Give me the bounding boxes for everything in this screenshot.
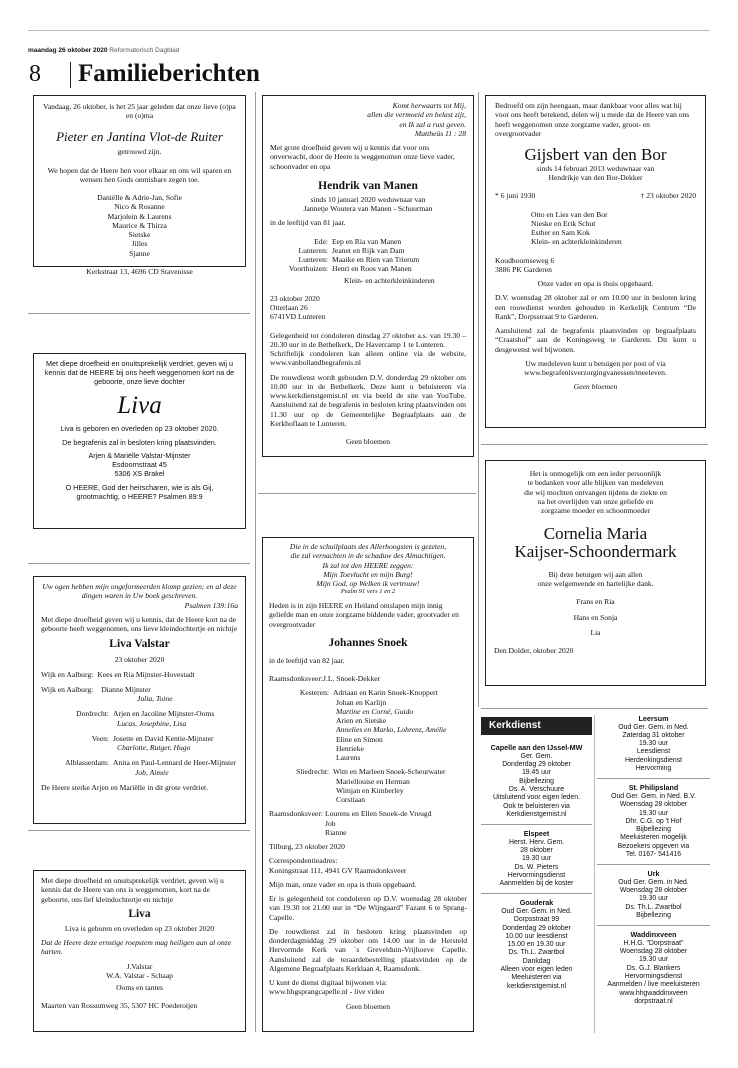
city: 5306 XS Brakel xyxy=(114,468,165,478)
child-name: Liva xyxy=(117,392,162,420)
service-entry: St. Philipsland Oud Ger. Gem. in Ned. B.V. Woensdag 28 oktober 19.30 uur Dhr. C.G. op 't Hof Bijbellezing Meeluisteren mogelijk Bezoekers opgeven via Tel. 0167- 541416 xyxy=(611,783,696,858)
burial-text: De begrafenis zal in besloten kring plaatsvinden. xyxy=(62,437,217,447)
verse: Dat de Heere deze ernstige roepstem mag heiligen aan al onze harten. xyxy=(41,938,232,957)
family-list xyxy=(43,193,236,258)
quote-ref: Psalmen 139:16a xyxy=(184,600,238,610)
relative-children: Job, Aimée xyxy=(135,767,169,777)
row-rule xyxy=(258,493,476,494)
relative-row: Lunteren: Maaike en Rien van Trierum xyxy=(298,255,420,265)
page-number: 8 xyxy=(29,61,41,87)
online-condolence: Schriftelijk condoleren kan alleen online via de website, www.vanbollandbegrafenis.nl xyxy=(270,349,466,368)
date: 23 oktober 2020 xyxy=(270,293,320,303)
quote-line: Mijn Toevlucht en mijn Burg! xyxy=(323,569,413,579)
age: in de leeftijd van 81 jaar. xyxy=(270,218,346,228)
notice-intro: Met diepe droefheid geven wij u kennis, dat de Heere kort na de geboorte heeft weggenomen, ons lieve kleindochtertje en nichtje xyxy=(41,614,238,633)
born-text: Liva is geboren en overleden op 23 oktober 2020 xyxy=(64,923,215,933)
relative-row: Voorthuizen: Henri en Roos van Manen xyxy=(288,264,412,274)
notice-intro: Heden is in zijn HEERE en Heiland ontslapen mijn innig geliefde man en onze zorgzame biddende vader, grootvader en overgrootvader xyxy=(269,601,459,629)
service-entry: Gouderak Oud Ger. Gem. in Ned. Dorpsstraat 99 Donderdag 29 oktober 10.00 uur leesdienst 15.00 en 19.30 uur Ds. Th.L. Zwartbol Dankdag Alleen voor eigen leden Meeluisteren via kerkdienstgemist.nl xyxy=(500,898,573,990)
death-notice-van-den-bor xyxy=(485,95,706,428)
quote-line: allen die vermoeid en belast zijt, xyxy=(367,110,466,120)
relative-row: Veen: Josette en David Kentie-Mijnster xyxy=(91,733,214,743)
address: Kerkstraat 13, 4696 CD Stavenisse xyxy=(86,266,193,276)
family-line: Sjanne xyxy=(129,248,150,258)
death-notice-van-manen xyxy=(262,95,474,457)
section-title: Familieberichten xyxy=(78,60,260,87)
burial-text: Aansluitend zal de begrafenis plaatsvinden op begraafplaats “Craatshof” aan de Koningsweg te Garderen. Dit kunt u desgewenst wel bijwonen. xyxy=(495,326,696,354)
relative-children: Lucas, Josephine, Lisa xyxy=(117,718,187,728)
quote-ref: Psalm 91 vers 1 en 2 xyxy=(340,588,396,596)
anniversary-names: Pieter en Jantina Vlot-de Ruiter xyxy=(56,128,223,144)
family-2: Hans en Sonja xyxy=(573,612,618,622)
thanks-line: Bij deze betuigen wij aan allen xyxy=(548,569,643,579)
quote: Uw ogen hebben mijn ongeformeerden klomp gezien; en al deze dingen waren in Uw boek geschreven. xyxy=(42,582,237,601)
death-date: † 23 oktober 2020 xyxy=(640,191,696,201)
church-services-title: Kerkdienst xyxy=(481,717,592,735)
parents-name: Arjen & Mariëlle Valstar-Mijnster xyxy=(88,451,191,461)
widower-line: sinds 10 januari 2020 weduwnaar van xyxy=(310,194,426,204)
child-name: Liva xyxy=(128,907,151,920)
street: Esdoornstraat 45 xyxy=(112,460,167,470)
relative-group: Sliedrecht: Wim en Marleen Snoek-Scheurwater Mariellouise en Herman Wimjan en Kimberley Corstiaan xyxy=(296,767,446,805)
column-rule-2 xyxy=(478,92,479,707)
family-3: Ooms en tantes xyxy=(116,983,163,993)
relative-row: Ede: Eep en Ria van Manen xyxy=(314,236,402,246)
church-services-right xyxy=(597,715,710,1033)
family-list: Otto en Lies van den Bor Nieske en Erik Schut Esther en Sam Kok Klein- en achterkleinkinderen xyxy=(531,209,622,247)
family-3: Lia xyxy=(590,627,601,637)
lying-in-state: Onze vader en opa is thuis opgebaard. xyxy=(537,279,654,289)
no-flowers: Geen bloemen xyxy=(345,1001,391,1011)
service-entry: Elspeet Herst. Herv. Gem. 28 oktober 19.30 uur Ds. W. Pieters Hervormingsdienst Aanmelden bij de koster xyxy=(499,829,574,888)
quote-line: die zal vernachten in de schaduw des Almachtigen. xyxy=(290,551,446,561)
widower-line: Hendrikje van den Bor-Dekker xyxy=(548,173,643,183)
date: 23 oktober 2020 xyxy=(114,655,165,665)
church-services-left xyxy=(481,717,592,1032)
service-text: De rouwdienst zal in besloten kring plaatsvinden op donderdagmiddag 29 oktober om 14.00 uur in de Hersteld Hervormde Kerk van `s Grevelduin-Vrijhoeve Capelle. Aansluitend zal de teraardebestelling plaatsvinden op de Algemene Begraafplaats Kerklaan 4, Raamsdonk. xyxy=(269,926,467,973)
family-line: Marjolein & Laurens xyxy=(107,211,172,221)
quote-line: Komt herwaarts tot Mij, xyxy=(392,101,466,110)
quote-ref: Mattheüs 11 : 28 xyxy=(414,128,466,138)
family-line: Jilles xyxy=(131,239,148,249)
row-rule xyxy=(28,563,250,564)
family-1: Frans en Ria xyxy=(576,597,615,607)
deceased-name: Gijsbert van den Bor xyxy=(524,145,667,164)
deceased-name: Hendrik van Manen xyxy=(318,179,418,192)
condolence-text: Er is gelegenheid tot condoleren op D.V. woensdag 28 oktober van 19.30 tot 21.00 uur in “De Wijngaard” Fazant 6 te Sprang-Capelle. xyxy=(269,894,467,922)
closing: De Heere sterke Arjen en Mariëlle in dit grote verdriet. xyxy=(41,782,208,792)
no-flowers: Geen bloemen xyxy=(345,437,391,447)
correspondence-address: Koningstraat 111, 4941 GV Raamsdonksveer xyxy=(269,865,407,875)
family-line: Nico & Rosanne xyxy=(114,202,165,212)
lying-in-state: Mijn man, onze vader en opa is thuis opgebaard. xyxy=(269,879,417,889)
quote-line: Die in de schuilplaats des Allerhoogsten is gezeten, xyxy=(289,542,447,551)
notice-intro: Met diepe droefheid en onuitsprekelijk verdriet, geven wij u kennis dat de HEERE bij ons heeft weggenomen kort na de geboorte, onze lieve dochter xyxy=(44,359,235,386)
thanks-line: onze welgemeende en hartelijke dank. xyxy=(537,579,654,589)
birth-death-notice xyxy=(33,353,246,529)
issue-date: maandag 26 oktober 2020 xyxy=(28,47,108,54)
page-header xyxy=(28,47,179,55)
intro-line: die wij mochten ontvangen tijdens de ziekte en xyxy=(524,487,667,497)
service-entry: Urk Oud Ger. Gem. in Ned. Woensdag 28 oktober 19.30 uur Ds. Th.L. Zwartbol Bijbellezing xyxy=(618,869,689,919)
married-text: getrouwd zijn. xyxy=(117,147,162,157)
column-rule-1 xyxy=(255,92,256,1032)
service-entry: Leersum Oud Ger. Gem. in Ned. Zaterdag 31 oktober 19.30 uur Leesdienst Herdenkingsdienst Hervorming xyxy=(618,714,689,773)
row-rule xyxy=(481,708,708,709)
relative-children: Julia, Toine xyxy=(137,694,173,704)
deceased-surname: Kaijser-Schoondermark xyxy=(514,542,677,562)
deceased-name: Cornelia Maria xyxy=(543,524,648,544)
no-flowers: Geen bloemen xyxy=(573,382,618,392)
quote-line: Ik zal tot den HEERE zeggen: xyxy=(322,560,414,570)
condolence-text: Gelegenheid tot condoleren dinsdag 27 oktober a.s. van 19.30 – 20.30 uur in de Bethelkerk, De Havercamp 1 te Lunteren. xyxy=(270,330,466,349)
anniversary-intro: Vandaag, 26 oktober, is het 25 jaar geleden dat onze lieve (o)pa en (o)ma xyxy=(43,102,236,121)
family-2: W.A. Valstar - Schaap xyxy=(106,970,173,980)
verse: O HEERE, God der heirscharen, wie is als Gij, grootmachtig, o HEERE? Psalmen 89:9 xyxy=(65,482,214,501)
header-divider xyxy=(70,62,71,88)
newspaper-name: Reformatorisch Dagblad xyxy=(109,47,180,54)
quote-line: Mijn God, op Welken ik vertrouw! xyxy=(316,579,420,588)
church-services-divider xyxy=(594,715,595,1033)
service-text: De rouwdienst wordt gehouden D.V. donderdag 29 oktober om 10.00 uur in de Bethelkerk. Deze kunt u beluisteren via www.kerkdienstgemist.nl en via beeld de site van YouTube. Aansluitend zal de begrafenis in besloten kring plaatsvinden om 11.30 uur op de Gemeentelijke Begraafplaats aan de Kerkhoflaan te Lunteren. xyxy=(270,372,466,428)
service-entry: Waddinxveen H.H.G. "Dorpstraat" Woensdag 28 oktober 19.30 uur Ds. G.J. Blankers Hervormingsdienst Aanmelden / live meeluisteren www.hhgwaddinxveen dorpstraat.nl xyxy=(607,930,700,1005)
intro-line: na het overlijden van onze geliefde en xyxy=(537,496,654,506)
deceased-name: Johannes Snoek xyxy=(328,636,408,649)
city: 6741VD Lunteren xyxy=(270,312,326,322)
family-line: Sietske xyxy=(128,230,151,240)
city: 3886 PK Garderen xyxy=(495,264,552,274)
correspondence-label: Correspondentieadres: xyxy=(269,856,338,866)
widower-line: sinds 14 februari 2013 weduwnaar van xyxy=(536,163,655,173)
relative-row: Wijk en Aalburg: Dianne Mijnster xyxy=(41,684,151,694)
notice-intro: Bedroefd om zijn heengaan, maar dankbaar voor alles wat hij voor ons heeft betekend, delen wij u mede dat de Heere van ons heeft weggenomen onze zorgzame vader, groot- en overgrootvader xyxy=(495,101,690,138)
quote-line: en Ik zal u rust geven. xyxy=(399,119,466,129)
row-rule xyxy=(28,313,250,314)
date: Tilburg, 23 oktober 2020 xyxy=(269,842,345,852)
notice-intro: Met grote droefheid geven wij u kennis dat voor ons onverwacht, door de Heere is weggenomen onze lieve vader, schoonvader en opa xyxy=(270,143,455,171)
relative-row: Dordrecht: Arjen en Jacoline Mijnster-Ooms xyxy=(76,709,215,719)
place-date: Den Dolder, oktober 2020 xyxy=(494,646,574,656)
death-notice-grandparents xyxy=(33,576,246,824)
relative-group: Kesteren: Adriaan en Karin Snoek-Knoppert Johan en Karlijn Martine en Corné, Guido Arien en Sietske Annelies en Marko, Lohrenz, Amélie Eline en Simon Henrieke Laurens xyxy=(299,688,447,763)
age: in de leeftijd van 82 jaar. xyxy=(269,655,345,665)
family-1: J.Valstar xyxy=(126,961,153,971)
wish-text: We hopen dat de Heere hen voor elkaar en ons wil sparen en wensen hen Gods onmisbare zegen toe. xyxy=(47,165,232,184)
row-rule xyxy=(481,444,708,445)
service-text: D.V. woensdag 28 oktober zal er om 10.00 uur in besloten kring een rouwdienst worden gehouden in Kerkelijk Centrum “De Rank”, Dorpsstraat 9 te Garderen. xyxy=(495,293,696,321)
livestream-text: U kunt de dienst digitaal bijwonen via: www.hhgsprangcapelle.nl - live video xyxy=(269,978,388,997)
street: Otterlaan 26 xyxy=(270,303,308,313)
birth-date: * 6 juni 1930 xyxy=(495,191,536,201)
relative-row: Lunteren: Jeanet en Rijk van Dam xyxy=(298,245,405,255)
service-entry: Capelle aan den IJssel-MW Ger. Gem. Donderdag 29 oktober 19.45 uur Bijbellezing Ds. A. Verschuure Uitsluitend voor eigen leden. Ook te beluisteren via Kerkdienstgemist.nl xyxy=(490,743,583,818)
anniversary-notice xyxy=(33,95,246,276)
top-rule xyxy=(28,30,710,31)
street: Koudhoornseweg 6 xyxy=(495,255,555,265)
address: Maarten van Rossumweg 35, 5307 HC Poederoijen xyxy=(41,1001,198,1011)
born-text: Liva is geboren en overleden op 23 oktober 2020. xyxy=(60,423,219,433)
intro-line: Het is onmogelijk om een ieder persoonlijk xyxy=(529,469,662,478)
notice-intro: Met diepe droefheid en onuitsprekelijk verdriet, geven wij u kennis dat de Heere van ons is weggenomen, kort na de geboorte, ons lief kleindochtertje en nichtje xyxy=(41,876,224,904)
death-notice-snoek xyxy=(262,537,474,1032)
sympathy-text: Uw medeleven kunt u betuigen per post of via www.begrafenisverzorgingvanessen/meeleven. xyxy=(524,358,667,378)
relative-row: Klein- en achterkleinkinderen xyxy=(344,275,435,285)
relative-children: Charlotte, Rutger, Hugo xyxy=(117,743,191,753)
relative-row: Alblasserdam: Anita en Paul-Lennard de Heer-Mijnster xyxy=(65,758,236,768)
row-rule xyxy=(28,830,250,831)
widower-line: Jannetje Woutera van Manen - Schuurman xyxy=(303,204,433,214)
intro-line: te bedanken voor alle blijken van medeleven xyxy=(527,478,664,488)
family-line: Maurice & Thirza xyxy=(112,220,167,230)
family-line: Daniëlle & Adrie-Jan, Sofie xyxy=(97,193,182,203)
relative-row: Wijk en Aalburg: Kees en Ria Mijnster-Hovestadt xyxy=(41,669,195,679)
deceased-name: Liva Valstar xyxy=(109,638,170,651)
intro-line: zorgzame moeder en schoonmoeder xyxy=(540,506,651,515)
spouse: Raamsdonksveer:J.L. Snoek-Dekker xyxy=(269,674,381,684)
thank-you-notice xyxy=(485,460,706,686)
relative-group: Raamsdonksveer: Lourens en Ellen Snoek-de Vreugd Job Rianne xyxy=(269,809,432,837)
death-notice-family xyxy=(33,870,246,1032)
life-dates xyxy=(495,191,696,200)
